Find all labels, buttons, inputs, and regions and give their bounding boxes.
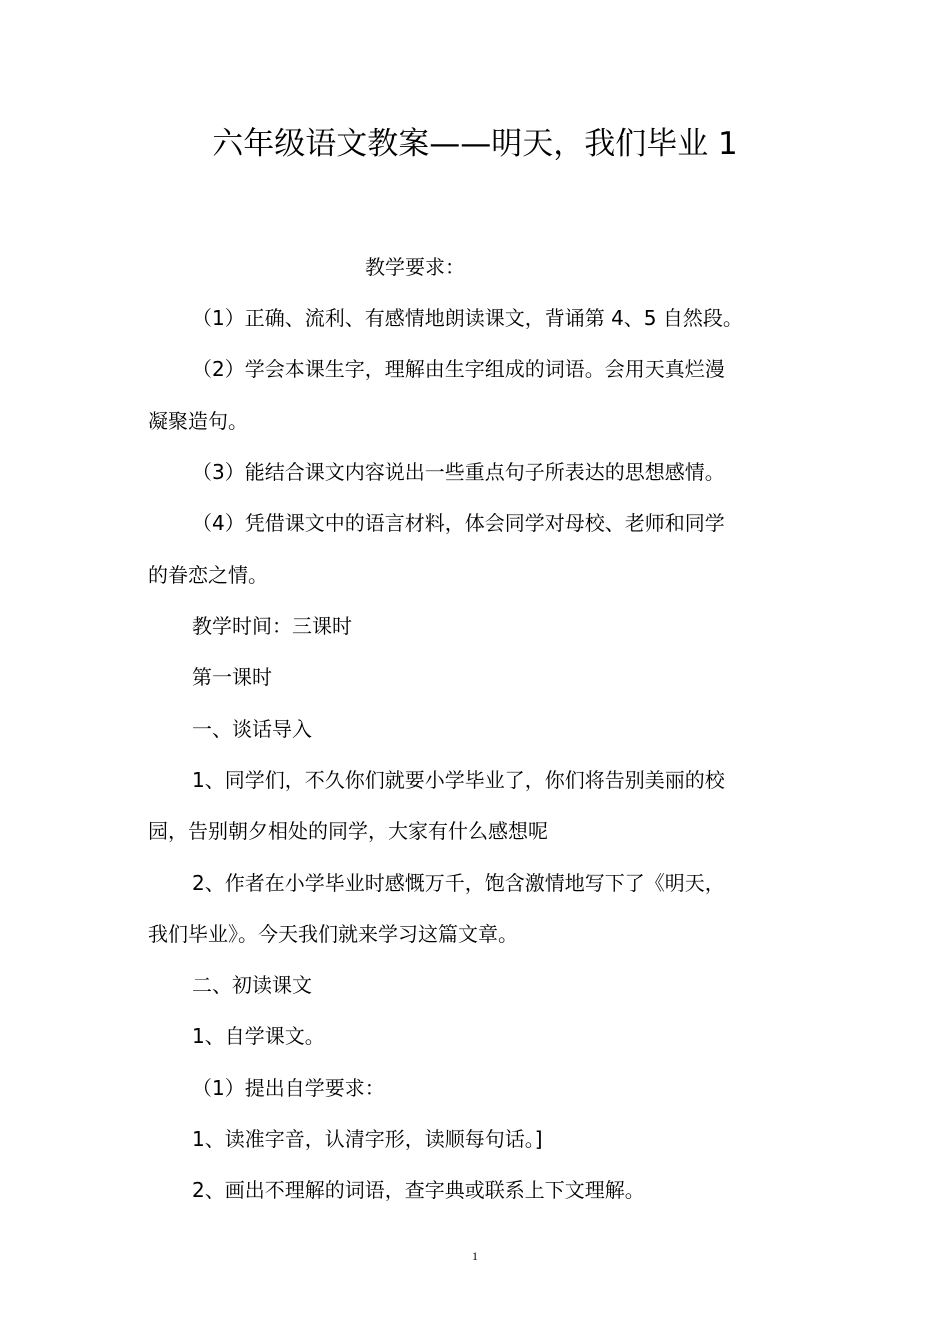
paragraph-line: 第一课时 bbox=[192, 665, 272, 689]
paragraph-line: 2、画出不理解的词语，查字典或联系上下文理解。 bbox=[192, 1178, 645, 1202]
paragraph-line: 一、谈话导入 bbox=[192, 717, 312, 741]
paragraph-line: 园，告别朝夕相处的同学，大家有什么感想呢 bbox=[148, 819, 548, 843]
paragraph-line: （2）学会本课生字，理解由生字组成的词语。会用天真烂漫 bbox=[192, 357, 725, 381]
paragraph-line: 2、作者在小学毕业时感慨万千，饱含激情地写下了《明天， bbox=[192, 871, 725, 895]
paragraph-line: （3）能结合课文内容说出一些重点句子所表达的思想感情。 bbox=[192, 460, 725, 484]
page-number: 1 bbox=[472, 1249, 478, 1263]
paragraph-line: 二、初读课文 bbox=[192, 973, 312, 997]
paragraph-line: 的眷恋之情。 bbox=[148, 563, 268, 587]
paragraph-line: 凝聚造句。 bbox=[148, 409, 248, 433]
paragraph-line: 1、读准字音，认清字形，读顺每句话。] bbox=[192, 1127, 543, 1151]
document-title: 六年级语文教案——明天，我们毕业 1 bbox=[212, 126, 738, 162]
paragraph-line: （1）提出自学要求： bbox=[192, 1076, 385, 1100]
paragraph-line: 1、同学们，不久你们就要小学毕业了，你们将告别美丽的校 bbox=[192, 768, 725, 792]
paragraph-line: 我们毕业》。今天我们就来学习这篇文章。 bbox=[148, 922, 518, 946]
section-heading-requirements: 教学要求： bbox=[365, 255, 465, 279]
paragraph-line: （4）凭借课文中的语言材料，体会同学对母校、老师和同学 bbox=[192, 511, 725, 535]
paragraph-line: 1、自学课文。 bbox=[192, 1024, 325, 1048]
paragraph-line: 教学时间：三课时 bbox=[192, 614, 352, 638]
paragraph-line: （1）正确、流利、有感情地朗读课文，背诵第 4、5 自然段。 bbox=[192, 306, 743, 330]
